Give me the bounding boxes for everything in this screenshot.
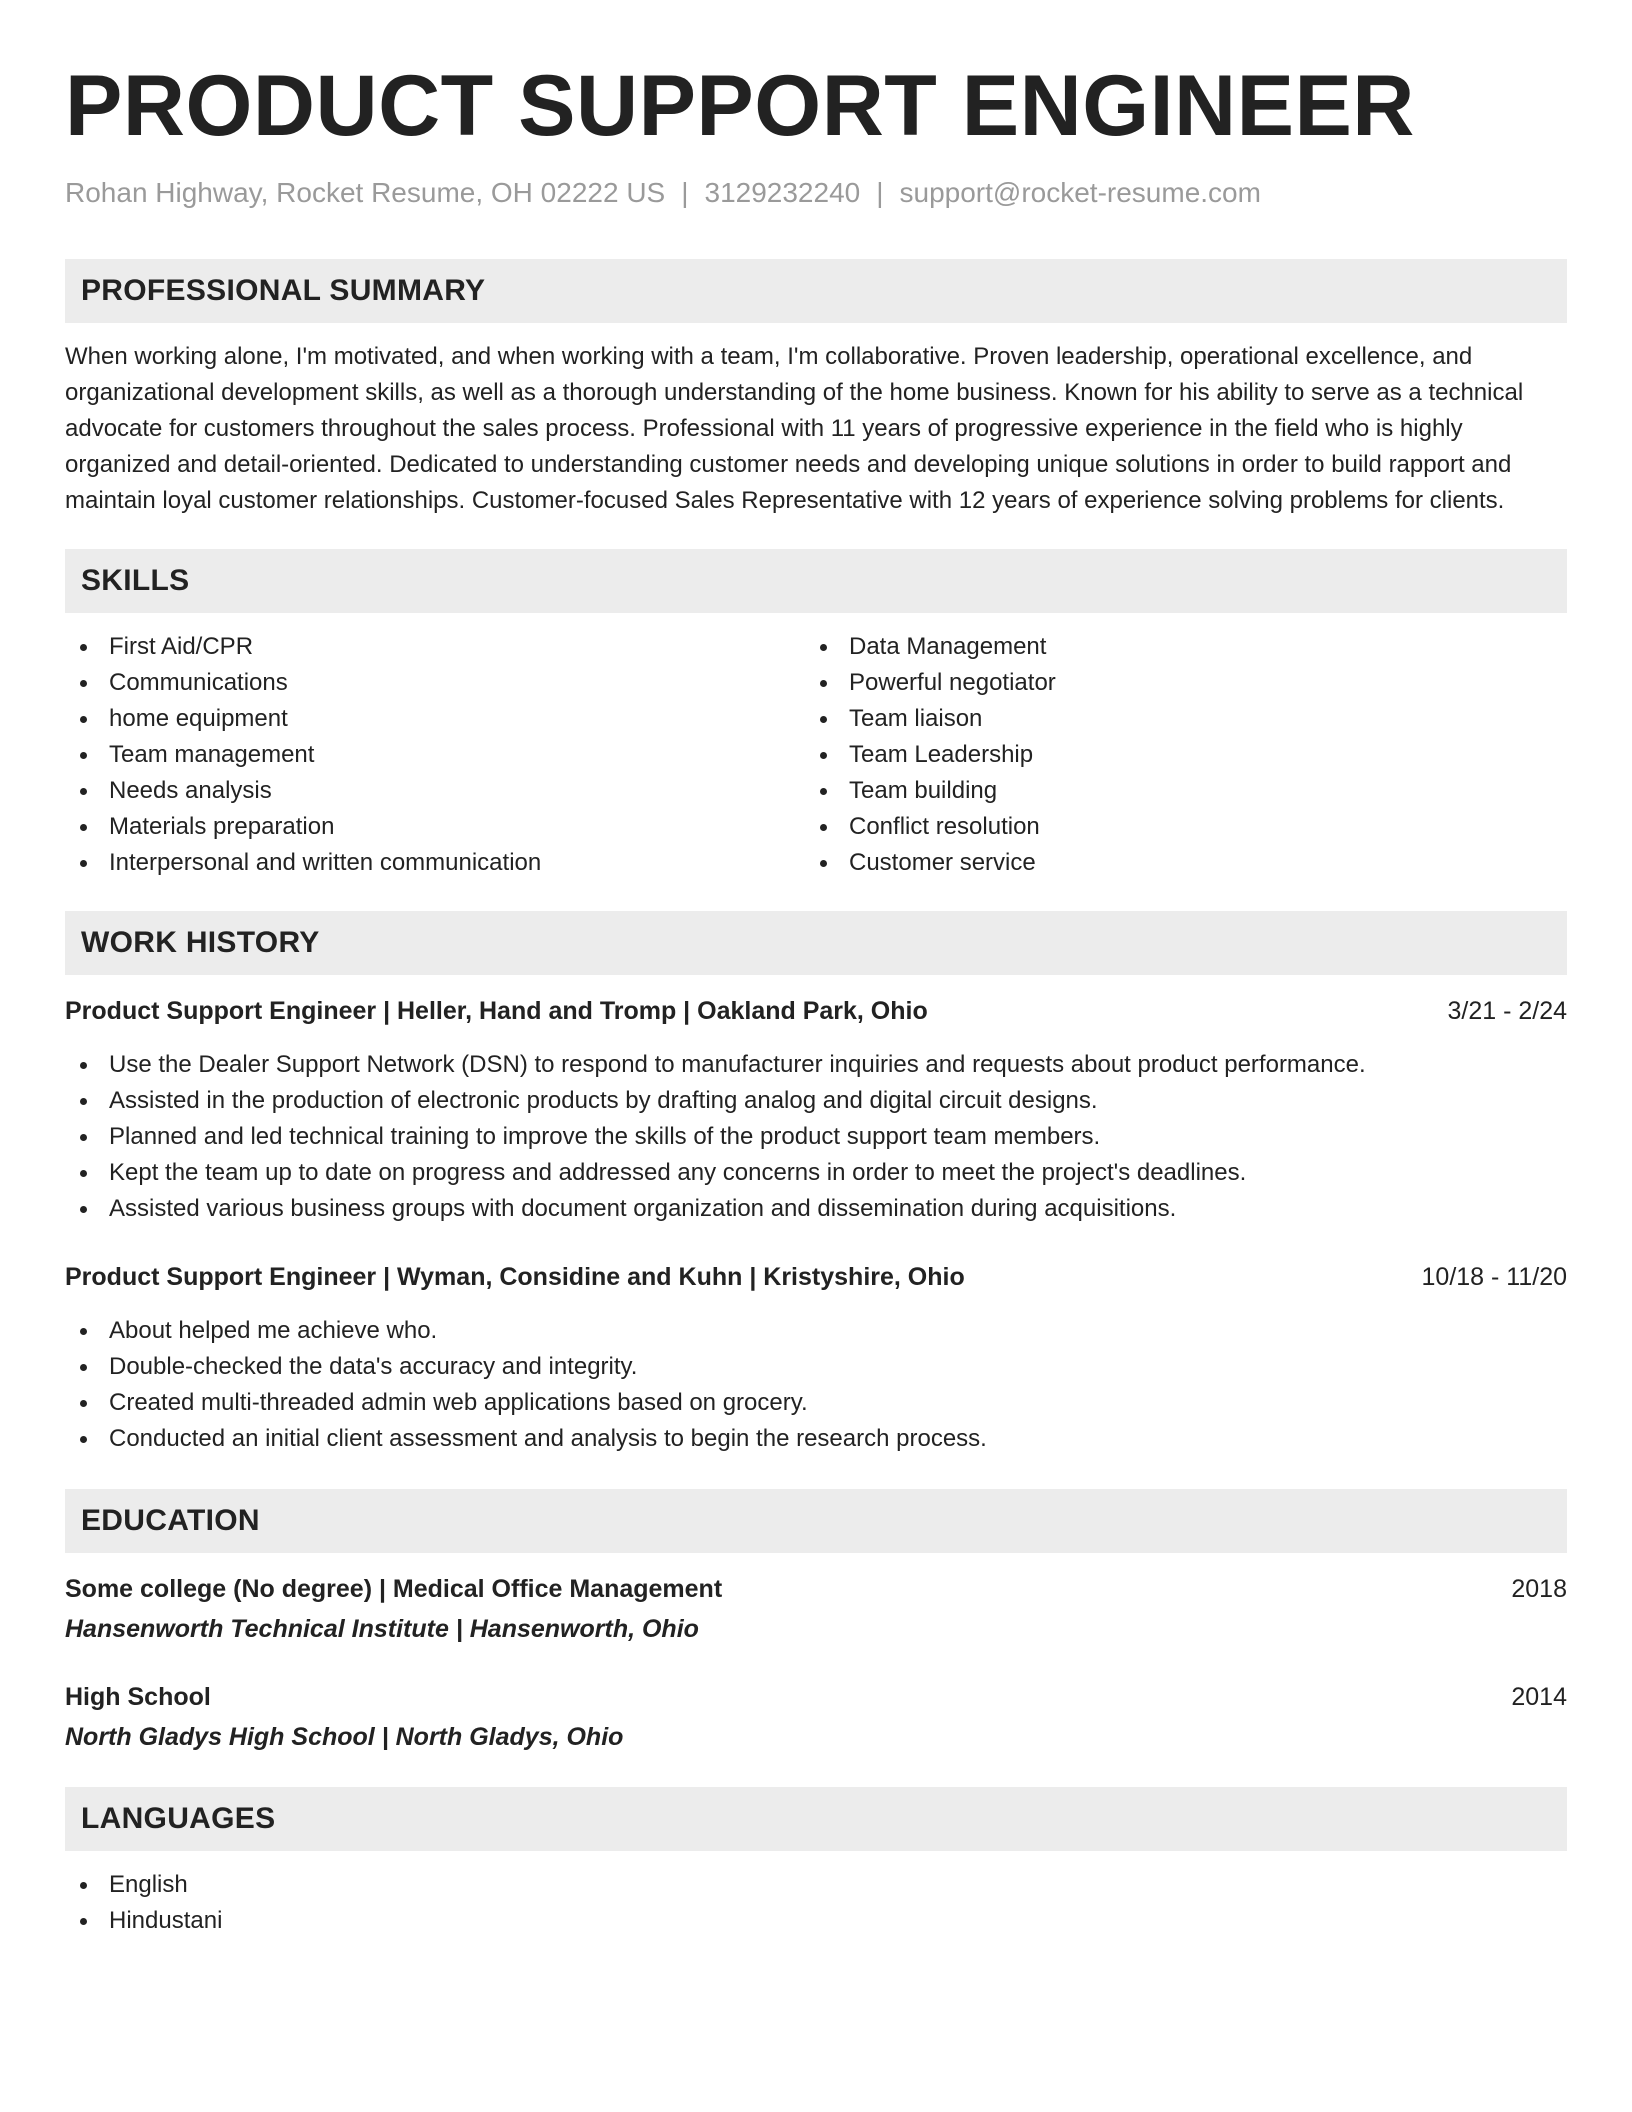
bullet-icon <box>80 644 87 651</box>
bullet-icon <box>80 788 87 795</box>
bullet-icon <box>80 1364 87 1371</box>
skills-list <box>65 629 1567 881</box>
contact-phone: 3129232240 <box>704 177 861 208</box>
contact-separator: | <box>681 177 689 208</box>
skill-item: Powerful negotiator <box>805 665 1545 701</box>
language-item: English <box>65 1867 1567 1903</box>
candidate-title: PRODUCT SUPPORT ENGINEER <box>65 58 1415 154</box>
contact-address: Rohan Highway, Rocket Resume, OH 02222 US <box>65 177 666 208</box>
education-school: North Gladys High School | North Gladys, Ohio <box>65 1723 624 1751</box>
bullet-icon <box>80 1328 87 1335</box>
bullet-icon <box>80 824 87 831</box>
skill-item: Team management <box>65 737 805 773</box>
bullet-icon <box>80 1436 87 1443</box>
languages-list <box>65 1867 1567 1939</box>
skill-item: home equipment <box>65 701 805 737</box>
job-header <box>65 1259 1567 1295</box>
skill-item: Team Leadership <box>805 737 1545 773</box>
job-title: Product Support Engineer | Wyman, Considine and Kuhn | Kristyshire, Ohio <box>65 1263 965 1291</box>
job-duty: Assisted various business groups with document organization and dissemination during acquisitions. <box>65 1191 1567 1227</box>
job-duties <box>65 1313 1567 1457</box>
summary-text: When working alone, I'm motivated, and when working with a team, I'm collaborative. Proven leadership, operational excellence, and organizational development skills, as well as a thorough understanding of the home business. Known for his ability to serve as a technical advocate for customers throughout the sales process. Professional with 11 years of progressive experience in the field who is highly organized and detail-oriented. Dedicated to understanding customer needs and developing unique solutions in order to build rapport and maintain loyal customer relationships. Customer-focused Sales Representative with 12 years of experience solving problems for clients. <box>65 343 1524 514</box>
contact-email: support@rocket-resume.com <box>899 177 1261 208</box>
education-entry <box>65 1679 1567 1755</box>
bullet-icon <box>80 752 87 759</box>
bullet-icon <box>820 644 827 651</box>
bullet-icon <box>80 1098 87 1105</box>
education-header <box>65 1571 1567 1607</box>
contact-line <box>65 176 1567 210</box>
section-header-education: EDUCATION <box>65 1489 1567 1553</box>
bullet-icon <box>80 860 87 867</box>
skills-column-right <box>805 629 1545 881</box>
education-header <box>65 1679 1567 1715</box>
skill-item: Conflict resolution <box>805 809 1545 845</box>
job-duty: Conducted an initial client assessment and analysis to begin the research process. <box>65 1421 1567 1457</box>
job-duty: About helped me achieve who. <box>65 1313 1567 1349</box>
section-header-languages: LANGUAGES <box>65 1787 1567 1851</box>
bullet-icon <box>80 1170 87 1177</box>
skill-item: Team building <box>805 773 1545 809</box>
job-title: Product Support Engineer | Heller, Hand and Tromp | Oakland Park, Ohio <box>65 997 928 1025</box>
bullet-icon <box>80 1918 87 1925</box>
skill-item: Communications <box>65 665 805 701</box>
bullet-icon <box>80 1062 87 1069</box>
bullet-icon <box>820 680 827 687</box>
education-entry <box>65 1571 1567 1647</box>
bullet-icon <box>820 788 827 795</box>
education-year: 2014 <box>1511 1683 1567 1711</box>
job-duty: Planned and led technical training to improve the skills of the product support team members. <box>65 1119 1567 1155</box>
bullet-icon <box>80 1206 87 1213</box>
bullet-icon <box>80 1400 87 1407</box>
job-dates: 3/21 - 2/24 <box>1447 997 1567 1025</box>
job-entry <box>65 1259 1567 1457</box>
job-duty: Kept the team up to date on progress and addressed any concerns in order to meet the project's deadlines. <box>65 1155 1567 1191</box>
job-entry <box>65 993 1567 1227</box>
contact-separator: | <box>876 177 884 208</box>
job-dates: 10/18 - 11/20 <box>1421 1263 1567 1291</box>
bullet-icon <box>80 1134 87 1141</box>
skill-item: Interpersonal and written communication <box>65 845 805 881</box>
language-item: Hindustani <box>65 1903 1567 1939</box>
skill-item: Needs analysis <box>65 773 805 809</box>
section-header-skills: SKILLS <box>65 549 1567 613</box>
bullet-icon <box>80 716 87 723</box>
job-duty: Use the Dealer Support Network (DSN) to respond to manufacturer inquiries and requests about product performance. <box>65 1047 1567 1083</box>
job-header <box>65 993 1567 1029</box>
bullet-icon <box>80 680 87 687</box>
job-duty: Assisted in the production of electronic products by drafting analog and digital circuit designs. <box>65 1083 1567 1119</box>
section-header-summary: PROFESSIONAL SUMMARY <box>65 259 1567 323</box>
job-duties <box>65 1047 1567 1227</box>
skills-column-left <box>65 629 805 881</box>
skill-item: Data Management <box>805 629 1545 665</box>
skill-item: First Aid/CPR <box>65 629 805 665</box>
education-degree: High School <box>65 1683 211 1711</box>
skill-item: Customer service <box>805 845 1545 881</box>
education-degree: Some college (No degree) | Medical Office Management <box>65 1575 723 1603</box>
education-year: 2018 <box>1511 1575 1567 1603</box>
skill-item: Materials preparation <box>65 809 805 845</box>
job-duty: Created multi-threaded admin web applications based on grocery. <box>65 1385 1567 1421</box>
education-school: Hansenworth Technical Institute | Hansenworth, Ohio <box>65 1615 699 1643</box>
skill-item: Team liaison <box>805 701 1545 737</box>
bullet-icon <box>820 860 827 867</box>
bullet-icon <box>820 752 827 759</box>
bullet-icon <box>80 1882 87 1889</box>
section-header-work-history: WORK HISTORY <box>65 911 1567 975</box>
bullet-icon <box>820 824 827 831</box>
job-duty: Double-checked the data's accuracy and integrity. <box>65 1349 1567 1385</box>
bullet-icon <box>820 716 827 723</box>
